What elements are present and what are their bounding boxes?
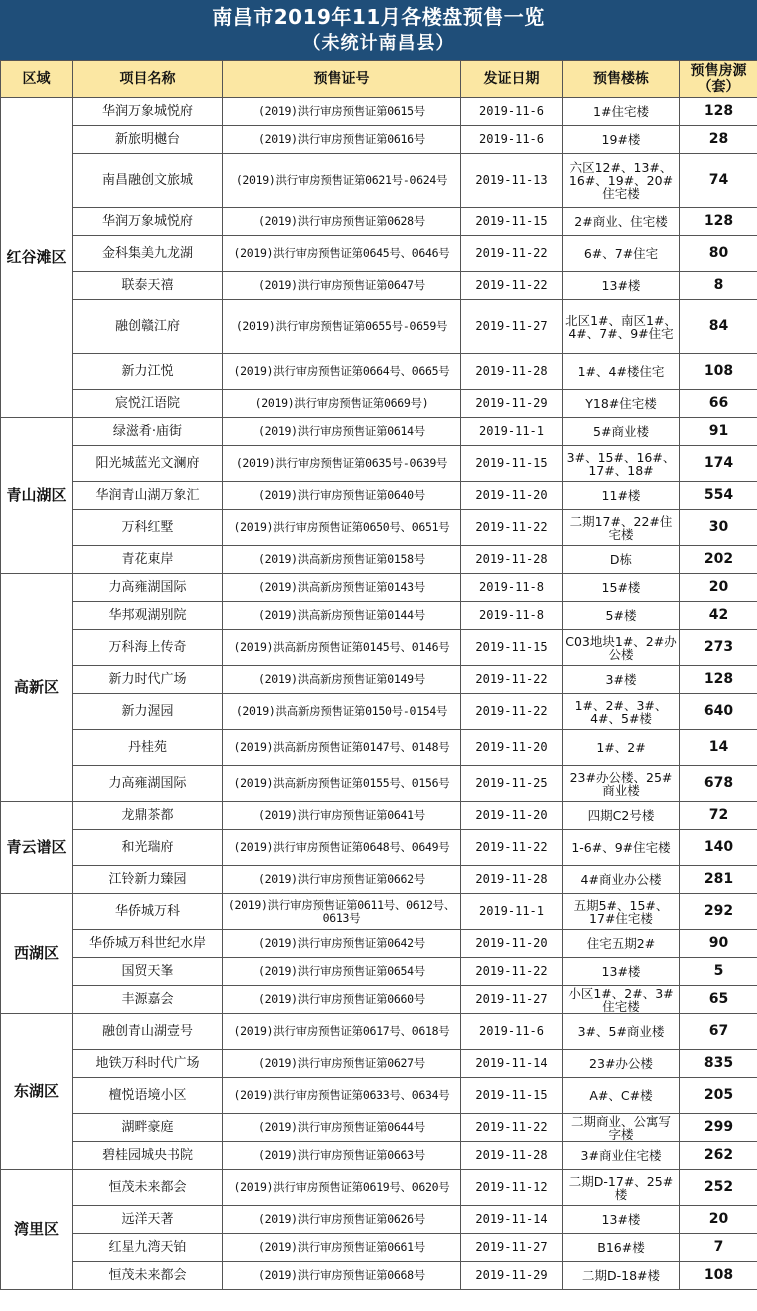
table-header-row	[1, 61, 757, 98]
certificate-cell: (2019)洪高新房预售证第0147号、0148号	[223, 730, 461, 766]
certificate-cell: (2019)洪行审房预售证第0668号	[223, 1262, 461, 1290]
table-row	[1, 574, 757, 602]
table-row	[1, 300, 757, 354]
issue-date-cell: 2019-11-1	[461, 894, 563, 930]
certificate-cell: (2019)洪高新房预售证第0155号、0156号	[223, 766, 461, 802]
district-cell: 西湖区	[1, 894, 73, 1014]
units-cell: 174	[680, 446, 757, 482]
units-cell: 84	[680, 300, 757, 354]
certificate-cell: (2019)洪行审房预售证第0664号、0665号	[223, 354, 461, 390]
buildings-cell: 二期17#、22#住宅楼	[563, 510, 680, 546]
buildings-cell: 北区1#、南区1#、4#、7#、9#住宅	[563, 300, 680, 354]
issue-date-cell: 2019-11-29	[461, 1262, 563, 1290]
project-name-cell: 和光瑞府	[73, 830, 223, 866]
units-cell: 281	[680, 866, 757, 894]
header-date: 发证日期	[461, 61, 563, 98]
table-row	[1, 98, 757, 126]
table-row	[1, 958, 757, 986]
buildings-cell: 15#楼	[563, 574, 680, 602]
project-name-cell: 力高雍湖国际	[73, 766, 223, 802]
table-row	[1, 802, 757, 830]
certificate-cell: (2019)洪高新房预售证第0149号	[223, 666, 461, 694]
report-subtitle: （未统计南昌县）	[302, 33, 455, 54]
buildings-cell: 13#楼	[563, 958, 680, 986]
buildings-cell: 23#办公楼、25#商业楼	[563, 766, 680, 802]
buildings-cell: 二期商业、公寓写字楼	[563, 1114, 680, 1142]
project-name-cell: 新力时代广场	[73, 666, 223, 694]
units-cell: 299	[680, 1114, 757, 1142]
units-cell: 5	[680, 958, 757, 986]
units-cell: 252	[680, 1170, 757, 1206]
units-cell: 202	[680, 546, 757, 574]
issue-date-cell: 2019-11-27	[461, 1234, 563, 1262]
units-cell: 90	[680, 930, 757, 958]
issue-date-cell: 2019-11-27	[461, 986, 563, 1014]
buildings-cell: 5#商业楼	[563, 418, 680, 446]
certificate-cell: (2019)洪行审房预售证第0611号、0612号、0613号	[223, 894, 461, 930]
table-row	[1, 1206, 757, 1234]
project-name-cell: 金科集美九龙湖	[73, 236, 223, 272]
units-cell: 72	[680, 802, 757, 830]
certificate-cell: (2019)洪行审房预售证第0627号	[223, 1050, 461, 1078]
certificate-cell: (2019)洪行审房预售证第0663号	[223, 1142, 461, 1170]
certificate-cell: (2019)洪行审房预售证第0650号、0651号	[223, 510, 461, 546]
table-row	[1, 390, 757, 418]
units-cell: 14	[680, 730, 757, 766]
certificate-cell: (2019)洪行审房预售证第0647号	[223, 272, 461, 300]
issue-date-cell: 2019-11-15	[461, 1078, 563, 1114]
buildings-cell: 3#楼	[563, 666, 680, 694]
certificate-cell: (2019)洪行审房预售证第0645号、0646号	[223, 236, 461, 272]
certificate-cell: (2019)洪行审房预售证第0648号、0649号	[223, 830, 461, 866]
issue-date-cell: 2019-11-6	[461, 126, 563, 154]
project-name-cell: 龙鼎茶都	[73, 802, 223, 830]
project-name-cell: 华侨城万科世纪水岸	[73, 930, 223, 958]
certificate-cell: (2019)洪行审房预售证第0642号	[223, 930, 461, 958]
certificate-cell: (2019)洪高新房预售证第0143号	[223, 574, 461, 602]
certificate-cell: (2019)洪高新房预售证第0145号、0146号	[223, 630, 461, 666]
project-name-cell: 新力渥园	[73, 694, 223, 730]
issue-date-cell: 2019-11-14	[461, 1050, 563, 1078]
report-title: 南昌市2019年11月各楼盘预售一览	[212, 5, 545, 29]
table-row	[1, 602, 757, 630]
units-cell: 108	[680, 354, 757, 390]
certificate-cell: (2019)洪高新房预售证第0158号	[223, 546, 461, 574]
certificate-cell: (2019)洪行审房预售证第0633号、0634号	[223, 1078, 461, 1114]
project-name-cell: 华润万象城悦府	[73, 208, 223, 236]
project-name-cell: 青花東岸	[73, 546, 223, 574]
issue-date-cell: 2019-11-29	[461, 390, 563, 418]
buildings-cell: 1#住宅楼	[563, 98, 680, 126]
report-header	[0, 0, 757, 60]
table-row	[1, 1262, 757, 1290]
table-row	[1, 666, 757, 694]
issue-date-cell: 2019-11-1	[461, 418, 563, 446]
header-buildings: 预售楼栋	[563, 61, 680, 98]
project-name-cell: 国贸天峯	[73, 958, 223, 986]
project-name-cell: 檀悦语境小区	[73, 1078, 223, 1114]
buildings-cell: 1#、2#、3#、4#、5#楼	[563, 694, 680, 730]
project-name-cell: 恒茂未来都会	[73, 1262, 223, 1290]
table-row	[1, 894, 757, 930]
issue-date-cell: 2019-11-15	[461, 630, 563, 666]
certificate-cell: (2019)洪行审房预售证第0654号	[223, 958, 461, 986]
certificate-cell: (2019)洪行审房预售证第0616号	[223, 126, 461, 154]
certificate-cell: (2019)洪行审房预售证第0662号	[223, 866, 461, 894]
buildings-cell: 3#、15#、16#、17#、18#	[563, 446, 680, 482]
certificate-cell: (2019)洪行审房预售证第0661号	[223, 1234, 461, 1262]
units-cell: 108	[680, 1262, 757, 1290]
project-name-cell: 湖畔豪庭	[73, 1114, 223, 1142]
buildings-cell: 二期D-17#、25#楼	[563, 1170, 680, 1206]
certificate-cell: (2019)洪行审房预售证第0626号	[223, 1206, 461, 1234]
issue-date-cell: 2019-11-20	[461, 730, 563, 766]
buildings-cell: 2#商业、住宅楼	[563, 208, 680, 236]
header-project: 项目名称	[73, 61, 223, 98]
buildings-cell: 六区12#、13#、16#、19#、20#住宅楼	[563, 154, 680, 208]
table-row	[1, 1114, 757, 1142]
table-row	[1, 730, 757, 766]
buildings-cell: Y18#住宅楼	[563, 390, 680, 418]
issue-date-cell: 2019-11-22	[461, 272, 563, 300]
buildings-cell: 二期D-18#楼	[563, 1262, 680, 1290]
table-row	[1, 1078, 757, 1114]
units-cell: 67	[680, 1014, 757, 1050]
table-row	[1, 866, 757, 894]
buildings-cell: 住宅五期2#	[563, 930, 680, 958]
issue-date-cell: 2019-11-15	[461, 446, 563, 482]
units-cell: 205	[680, 1078, 757, 1114]
buildings-cell: 1-6#、9#住宅楼	[563, 830, 680, 866]
project-name-cell: 阳光城蓝光文澜府	[73, 446, 223, 482]
issue-date-cell: 2019-11-22	[461, 694, 563, 730]
issue-date-cell: 2019-11-15	[461, 208, 563, 236]
certificate-cell: (2019)洪行审房预售证第0669号)	[223, 390, 461, 418]
certificate-cell: (2019)洪行审房预售证第0615号	[223, 98, 461, 126]
units-cell: 28	[680, 126, 757, 154]
project-name-cell: 力高雍湖国际	[73, 574, 223, 602]
table-row	[1, 208, 757, 236]
project-name-cell: 宸悦江语院	[73, 390, 223, 418]
table-row	[1, 630, 757, 666]
units-cell: 74	[680, 154, 757, 208]
district-cell: 红谷滩区	[1, 98, 73, 418]
units-cell: 42	[680, 602, 757, 630]
certificate-cell: (2019)洪行审房预售证第0655号-0659号	[223, 300, 461, 354]
table-row	[1, 986, 757, 1014]
buildings-cell: 23#办公楼	[563, 1050, 680, 1078]
table-row	[1, 546, 757, 574]
table-row	[1, 354, 757, 390]
project-name-cell: 华邦观湖别院	[73, 602, 223, 630]
issue-date-cell: 2019-11-6	[461, 1014, 563, 1050]
certificate-cell: (2019)洪行审房预售证第0644号	[223, 1114, 461, 1142]
units-cell: 128	[680, 208, 757, 236]
units-cell: 140	[680, 830, 757, 866]
units-cell: 20	[680, 574, 757, 602]
buildings-cell: 19#楼	[563, 126, 680, 154]
table-row	[1, 272, 757, 300]
project-name-cell: 江铃新力臻园	[73, 866, 223, 894]
table-body	[1, 98, 757, 1290]
issue-date-cell: 2019-11-28	[461, 546, 563, 574]
project-name-cell: 碧桂园城央书院	[73, 1142, 223, 1170]
issue-date-cell: 2019-11-20	[461, 802, 563, 830]
issue-date-cell: 2019-11-22	[461, 510, 563, 546]
issue-date-cell: 2019-11-12	[461, 1170, 563, 1206]
table-row	[1, 694, 757, 730]
certificate-cell: (2019)洪行审房预售证第0660号	[223, 986, 461, 1014]
issue-date-cell: 2019-11-28	[461, 1142, 563, 1170]
project-name-cell: 融创青山湖壹号	[73, 1014, 223, 1050]
project-name-cell: 丹桂苑	[73, 730, 223, 766]
units-cell: 640	[680, 694, 757, 730]
table-row	[1, 154, 757, 208]
table-row	[1, 830, 757, 866]
table-row	[1, 126, 757, 154]
certificate-cell: (2019)洪行审房预售证第0617号、0618号	[223, 1014, 461, 1050]
issue-date-cell: 2019-11-22	[461, 236, 563, 272]
project-name-cell: 联泰天禧	[73, 272, 223, 300]
table-row	[1, 1170, 757, 1206]
project-name-cell: 华润万象城悦府	[73, 98, 223, 126]
table-row	[1, 1142, 757, 1170]
issue-date-cell: 2019-11-8	[461, 602, 563, 630]
buildings-cell: 5#楼	[563, 602, 680, 630]
issue-date-cell: 2019-11-22	[461, 666, 563, 694]
project-name-cell: 红星九湾天铂	[73, 1234, 223, 1262]
presale-table	[0, 60, 757, 1290]
units-cell: 262	[680, 1142, 757, 1170]
table-row	[1, 930, 757, 958]
buildings-cell: 6#、7#住宅	[563, 236, 680, 272]
table-row	[1, 446, 757, 482]
table-row	[1, 418, 757, 446]
units-cell: 835	[680, 1050, 757, 1078]
table-row	[1, 482, 757, 510]
buildings-cell: 11#楼	[563, 482, 680, 510]
certificate-cell: (2019)洪行审房预售证第0635号-0639号	[223, 446, 461, 482]
header-certificate: 预售证号	[223, 61, 461, 98]
units-cell: 128	[680, 666, 757, 694]
district-cell: 青山湖区	[1, 418, 73, 574]
units-cell: 20	[680, 1206, 757, 1234]
district-cell: 高新区	[1, 574, 73, 802]
project-name-cell: 绿滋肴·庙街	[73, 418, 223, 446]
buildings-cell: 五期5#、15#、17#住宅楼	[563, 894, 680, 930]
units-cell: 128	[680, 98, 757, 126]
issue-date-cell: 2019-11-28	[461, 866, 563, 894]
issue-date-cell: 2019-11-27	[461, 300, 563, 354]
issue-date-cell: 2019-11-8	[461, 574, 563, 602]
issue-date-cell: 2019-11-22	[461, 958, 563, 986]
buildings-cell: D栋	[563, 546, 680, 574]
buildings-cell: 1#、4#楼住宅	[563, 354, 680, 390]
district-cell: 湾里区	[1, 1170, 73, 1290]
table-row	[1, 1234, 757, 1262]
project-name-cell: 新力江悦	[73, 354, 223, 390]
certificate-cell: (2019)洪高新房预售证第0150号-0154号	[223, 694, 461, 730]
certificate-cell: (2019)洪行审房预售证第0614号	[223, 418, 461, 446]
project-name-cell: 万科红墅	[73, 510, 223, 546]
buildings-cell: 小区1#、2#、3#住宅楼	[563, 986, 680, 1014]
issue-date-cell: 2019-11-25	[461, 766, 563, 802]
project-name-cell: 万科海上传奇	[73, 630, 223, 666]
units-cell: 65	[680, 986, 757, 1014]
issue-date-cell: 2019-11-22	[461, 1114, 563, 1142]
issue-date-cell: 2019-11-6	[461, 98, 563, 126]
project-name-cell: 华侨城万科	[73, 894, 223, 930]
buildings-cell: B16#楼	[563, 1234, 680, 1262]
table-row	[1, 766, 757, 802]
project-name-cell: 南昌融创文旅城	[73, 154, 223, 208]
table-row	[1, 1014, 757, 1050]
project-name-cell: 新旅明樾台	[73, 126, 223, 154]
issue-date-cell: 2019-11-14	[461, 1206, 563, 1234]
issue-date-cell: 2019-11-20	[461, 482, 563, 510]
units-cell: 30	[680, 510, 757, 546]
table-row	[1, 1050, 757, 1078]
certificate-cell: (2019)洪高新房预售证第0144号	[223, 602, 461, 630]
project-name-cell: 地铁万科时代广场	[73, 1050, 223, 1078]
issue-date-cell: 2019-11-20	[461, 930, 563, 958]
units-cell: 273	[680, 630, 757, 666]
units-cell: 8	[680, 272, 757, 300]
project-name-cell: 丰源嘉会	[73, 986, 223, 1014]
certificate-cell: (2019)洪行审房预售证第0641号	[223, 802, 461, 830]
units-cell: 7	[680, 1234, 757, 1262]
buildings-cell: A#、C#楼	[563, 1078, 680, 1114]
units-cell: 91	[680, 418, 757, 446]
project-name-cell: 融创赣江府	[73, 300, 223, 354]
buildings-cell: 3#、5#商业楼	[563, 1014, 680, 1050]
header-district: 区域	[1, 61, 73, 98]
district-cell: 青云谱区	[1, 802, 73, 894]
issue-date-cell: 2019-11-13	[461, 154, 563, 208]
buildings-cell: C03地块1#、2#办公楼	[563, 630, 680, 666]
header-units: 预售房源（套）	[680, 61, 757, 98]
project-name-cell: 远洋天著	[73, 1206, 223, 1234]
certificate-cell: (2019)洪行审房预售证第0628号	[223, 208, 461, 236]
issue-date-cell: 2019-11-22	[461, 830, 563, 866]
buildings-cell: 4#商业办公楼	[563, 866, 680, 894]
units-cell: 66	[680, 390, 757, 418]
units-cell: 80	[680, 236, 757, 272]
buildings-cell: 四期C2号楼	[563, 802, 680, 830]
district-cell: 东湖区	[1, 1014, 73, 1170]
table-row	[1, 236, 757, 272]
units-cell: 292	[680, 894, 757, 930]
buildings-cell: 3#商业住宅楼	[563, 1142, 680, 1170]
certificate-cell: (2019)洪行审房预售证第0619号、0620号	[223, 1170, 461, 1206]
buildings-cell: 1#、2#	[563, 730, 680, 766]
certificate-cell: (2019)洪行审房预售证第0621号-0624号	[223, 154, 461, 208]
buildings-cell: 13#楼	[563, 1206, 680, 1234]
certificate-cell: (2019)洪行审房预售证第0640号	[223, 482, 461, 510]
buildings-cell: 13#楼	[563, 272, 680, 300]
table-row	[1, 510, 757, 546]
project-name-cell: 华润青山湖万象汇	[73, 482, 223, 510]
issue-date-cell: 2019-11-28	[461, 354, 563, 390]
project-name-cell: 恒茂未来都会	[73, 1170, 223, 1206]
units-cell: 678	[680, 766, 757, 802]
units-cell: 554	[680, 482, 757, 510]
